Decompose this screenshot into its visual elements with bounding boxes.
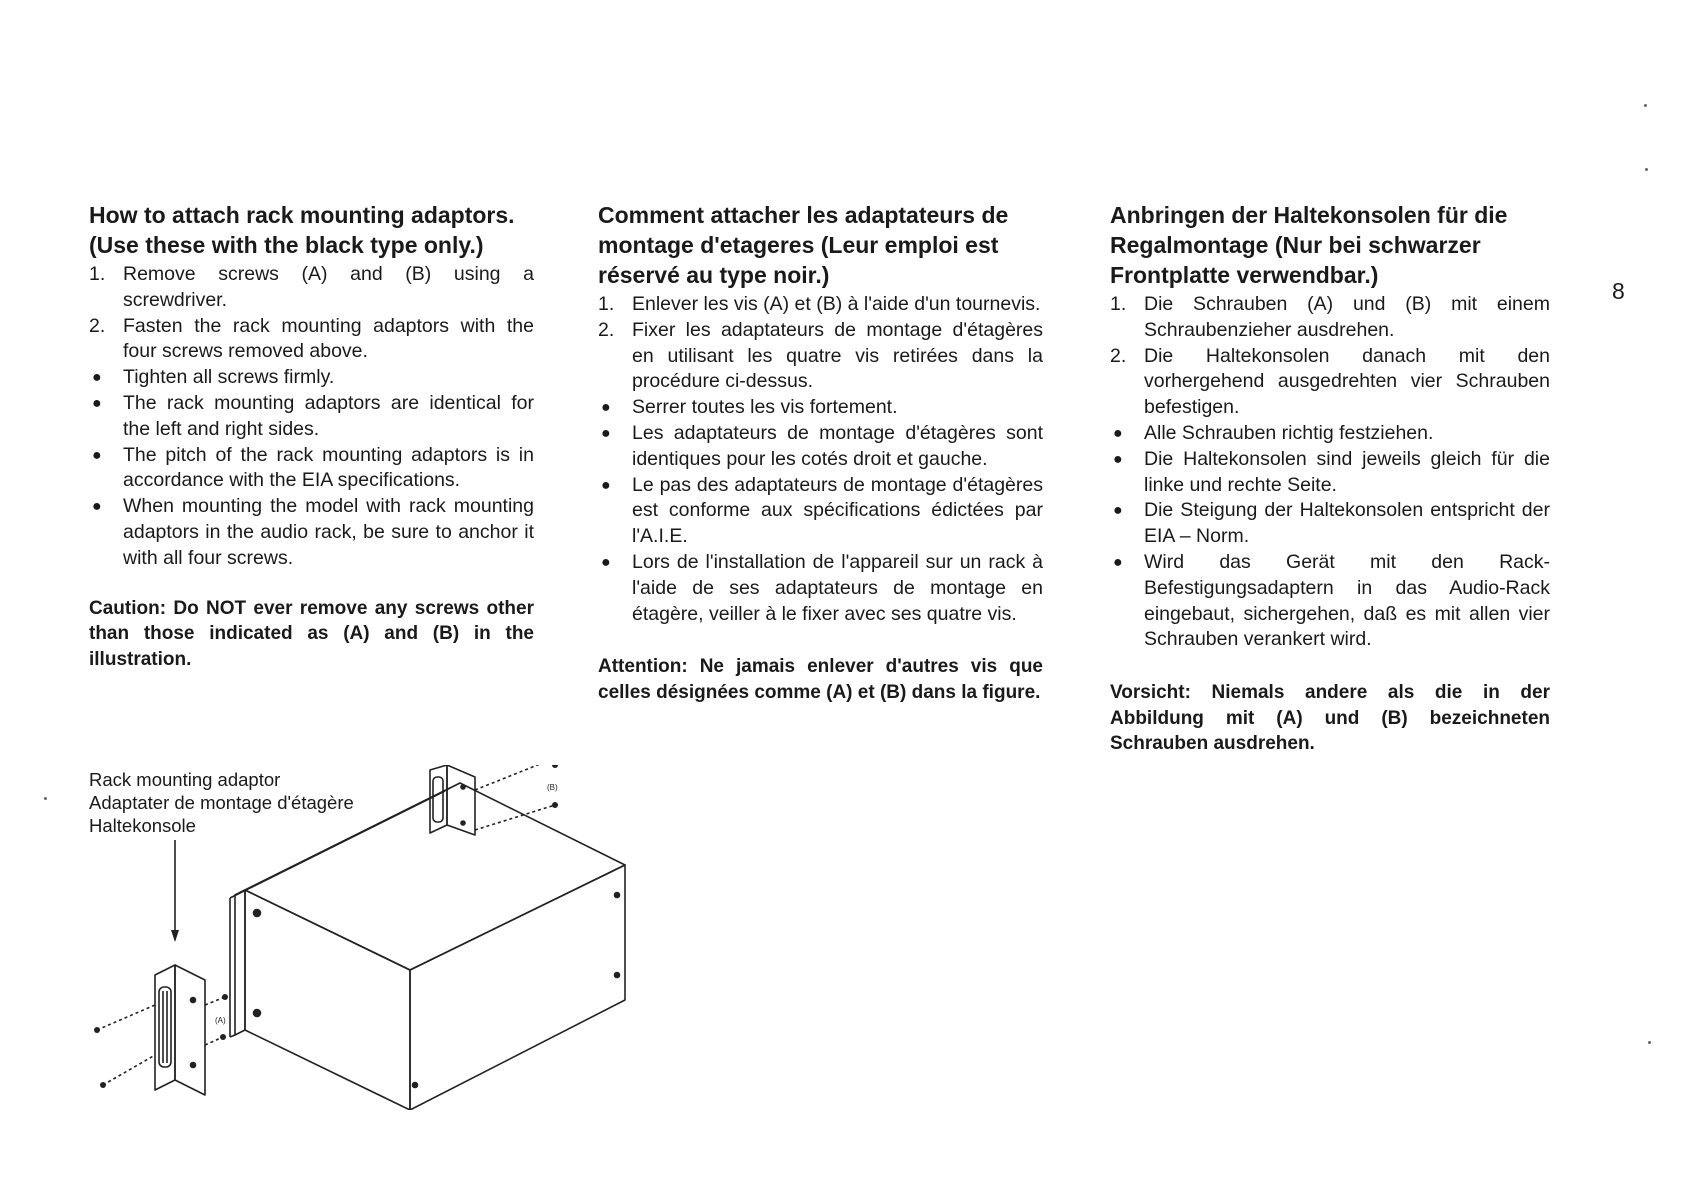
bullet-item [598, 550, 1043, 627]
step-text: Fasten the rack mounting adaptors with the four screws removed above. [123, 314, 534, 363]
bullet-text: Le pas des adaptateurs de montage d'étagères est conforme aux spécifications édictées par l'A.I.E. [632, 473, 1043, 548]
german-steps [1110, 292, 1550, 421]
french-heading [598, 200, 1043, 290]
bullet-icon: ● [1113, 553, 1123, 571]
bullet-item [598, 395, 1043, 421]
step-text: Fixer les adaptateurs de montage d'étagères en utilisant les quatre vis retirées dans la procédure ci-dessus. [632, 318, 1043, 393]
bullet-item [89, 391, 534, 443]
bullet-icon: ● [601, 424, 611, 442]
step-text: Enlever les vis (A) et (B) à l'aide d'un tournevis. [632, 293, 1041, 315]
bullet-text: The pitch of the rack mounting adaptors is in accordance with the EIA specifications. [123, 443, 534, 492]
bullet-item [598, 473, 1043, 550]
page-number: 8 [1612, 278, 1625, 304]
french-heading-line: montage d'etageres (Leur emploi est [598, 232, 999, 258]
step-item [89, 314, 534, 366]
illustration-label-de: Haltekonsole [89, 815, 196, 836]
left-rack-adaptor [155, 965, 205, 1095]
french-heading-line: réservé au type noir.) [598, 262, 830, 288]
screw-icon [94, 994, 228, 1088]
scan-speck [1645, 168, 1648, 171]
bullet-text: Les adaptateurs de montage d'étagères sont identiques pour les cotés droit et gauche. [632, 421, 1043, 470]
bullet-icon: ● [601, 476, 611, 494]
bullet-text: Alle Schrauben richtig festziehen. [1144, 421, 1434, 444]
right-rack-adaptor [430, 765, 475, 835]
bullet-item [1110, 498, 1550, 550]
bullet-item [89, 494, 534, 571]
chassis-box [230, 783, 625, 1110]
bullet-icon: ● [601, 399, 611, 417]
german-heading-line: Frontplatte verwendbar.) [1110, 262, 1379, 288]
english-caution: Caution: Do NOT ever remove any screws other than those indicated as (A) and (B) in the illustration. [89, 597, 534, 670]
bullet-icon: ● [1113, 450, 1123, 468]
step-number: 1. [89, 263, 106, 285]
bullet-item [1110, 421, 1550, 447]
step-item [89, 262, 534, 314]
bullet-icon: ● [601, 553, 611, 571]
english-heading [89, 200, 534, 260]
french-column [598, 200, 1043, 705]
french-heading-line: Comment attacher les adaptateurs de [598, 202, 1009, 228]
bullet-text: Die Steigung der Haltekonsolen entspricht der EIA – Norm. [1144, 499, 1550, 548]
german-caution: Vorsicht: Niemals andere als die in der Abbildung mit (A) und (B) bezeichneten Schrauben ausdrehen. [1110, 682, 1550, 755]
step-item [598, 318, 1043, 395]
leader-arrow-icon [171, 930, 179, 942]
bullet-item [1110, 550, 1550, 653]
bullet-item [598, 421, 1043, 473]
bullet-icon: ● [1113, 424, 1123, 442]
step-number: 1. [598, 293, 615, 315]
bullet-text: Serrer toutes les vis fortement. [632, 396, 898, 419]
english-bullets [89, 365, 534, 571]
bullet-icon: ● [1113, 502, 1123, 520]
bullet-icon: ● [92, 369, 102, 387]
illustration-label-en: Rack mounting adaptor [89, 769, 281, 790]
french-caution: Attention: Ne jamais enlever d'autres vis que celles désignées comme (A) et (B) dans la figure. [598, 656, 1043, 703]
step-item [1110, 344, 1550, 421]
rack-mount-illustration [85, 765, 645, 1110]
english-column [89, 200, 534, 672]
screws-a [97, 997, 225, 1085]
bullet-text: Die Haltekonsolen sind jeweils gleich für die linke und rechte Seite. [1144, 447, 1550, 496]
screws-b [475, 765, 555, 830]
illustration-label-fr: Adaptater de montage d'étagère [89, 792, 354, 813]
step-text: Die Schrauben (A) und (B) mit einem Schraubenzieher ausdrehen. [1144, 293, 1550, 341]
screw-b-label: (B) [547, 783, 558, 792]
step-number: 2. [89, 314, 106, 337]
french-bullets [598, 395, 1043, 627]
step-item [1110, 292, 1550, 344]
bullet-item [89, 365, 534, 391]
bullet-icon: ● [92, 394, 102, 412]
german-heading-line: Anbringen der Haltekonsolen für die [1110, 202, 1508, 228]
english-steps [89, 262, 534, 365]
bullet-icon: ● [92, 446, 102, 464]
screw-a-label: (A) [215, 1016, 226, 1025]
scan-speck [1648, 1041, 1651, 1044]
scan-speck [44, 797, 47, 800]
step-item [598, 292, 1043, 318]
step-text: Remove screws (A) and (B) using a screwdriver. [123, 263, 534, 311]
bullet-text: When mounting the model with rack mounting adaptors in the audio rack, be sure to anchor it with all four screws. [123, 495, 534, 569]
german-heading-line: Regalmontage (Nur bei schwarzer [1110, 232, 1481, 258]
french-steps [598, 292, 1043, 395]
step-number: 1. [1110, 293, 1127, 315]
bullet-item [1110, 447, 1550, 499]
step-number: 2. [1110, 344, 1127, 367]
english-heading-line: How to attach rack mounting adaptors. [89, 202, 515, 228]
german-column [1110, 200, 1550, 757]
german-heading [1110, 200, 1550, 290]
step-number: 2. [598, 318, 615, 341]
german-bullets [1110, 421, 1550, 653]
bullet-text: Wird das Gerät mit den Rack-Befestigungsadaptern in das Audio-Rack eingebaut, sichergehen, daß es mit allen vier Schrauben verankert wird. [1144, 550, 1550, 651]
step-text: Die Haltekonsolen danach mit den vorhergehend ausgedrehten vier Schrauben befestigen. [1144, 344, 1550, 419]
bullet-item [89, 443, 534, 495]
bullet-text: The rack mounting adaptors are identical for the left and right sides. [123, 391, 534, 440]
bullet-icon: ● [92, 498, 102, 516]
bullet-text: Tighten all screws firmly. [123, 366, 335, 389]
english-heading-line: (Use these with the black type only.) [89, 232, 484, 258]
scan-speck [1644, 104, 1647, 107]
bullet-text: Lors de l'installation de l'appareil sur un rack à l'aide de ses adaptateurs de montage en étagère, veiller à le fixer avec ses quatre vis. [632, 550, 1043, 625]
